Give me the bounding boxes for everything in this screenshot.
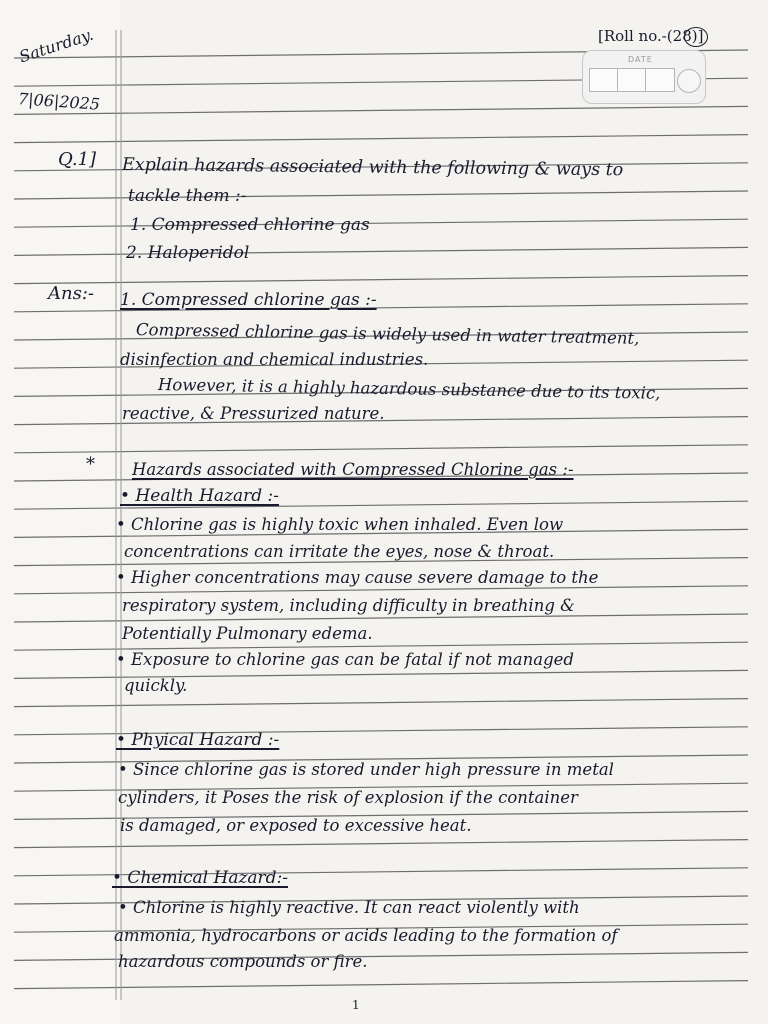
health-line-7: quickly. [124,676,188,695]
physical-line-3: is damaged, or exposed to excessive heat. [120,816,472,835]
question-number: Q.1] [58,149,97,170]
star-bullet: * [86,454,95,475]
date-box-month [617,68,647,92]
roll-number-circle [684,27,708,47]
ruled-line [14,699,748,707]
physical-line-1: • Since chlorine gas is stored under high pressure in metal [118,760,614,779]
question-line-1: Explain hazards associated with the following & ways to [121,155,624,181]
intro-line-2: disinfection and chemical industries. [120,350,429,369]
date-box-year [645,68,675,92]
date-text: 7|06|2025 [17,89,101,114]
chemical-line-2: ammonia, hydrocarbons or acids leading to the formation of [114,926,618,945]
roll-number: [Roll no.-(28)] [598,27,704,45]
health-line-6: • Exposure to chlorine gas can be fatal if not managed [116,650,574,669]
stamp-circle [677,69,701,93]
ruled-line [14,247,748,255]
physical-line-2: cylinders, it Poses the risk of explosion if the container [118,788,578,807]
ruled-line [14,445,748,453]
health-line-2: concentrations can irritate the eyes, nose & throat. [124,542,555,561]
health-line-5: Potentially Pulmonary edema. [122,624,373,643]
ruled-line [14,191,748,199]
health-line-3: • Higher concentrations may cause severe damage to the [116,568,599,587]
question-item-2: 2. Haloperidol [126,243,250,263]
day-text: Saturday. [16,24,96,67]
date-stamp-label: DATE [628,55,653,64]
date-stamp [582,50,706,104]
intro-line-1: Compressed chlorine gas is widely used in water treatment, [135,320,640,348]
physical-hazard-title: • Phyical Hazard :- [116,730,280,750]
answer-heading: 1. Compressed chlorine gas :- [120,290,377,310]
hazards-title: Hazards associated with Compressed Chlorine gas :- [132,460,574,479]
chemical-hazard-title: • Chemical Hazard:- [112,868,289,888]
health-line-4: respiratory system, including difficulty in breathing & [122,596,575,615]
ruled-line [14,981,748,989]
health-hazard-title: • Health Hazard :- [120,486,280,506]
date-box-day [589,68,619,92]
ruled-line [14,219,748,227]
question-line-2: tackle them :- [128,186,247,206]
ruled-line [14,106,748,114]
health-line-1: • Chlorine gas is highly toxic when inhaled. Even low [116,515,564,534]
answer-label: Ans:- [48,283,94,304]
ruled-line [14,135,748,143]
chemical-line-3: hazardous compounds or fire. [118,952,368,971]
question-item-1: 1. Compressed chlorine gas [130,215,370,235]
intro-line-4: reactive, & Pressurized nature. [122,404,385,423]
chemical-line-1: • Chlorine is highly reactive. It can react violently with [118,898,580,917]
ruled-line [14,840,748,848]
intro-line-3: However, it is a highly hazardous substance due to its toxic, [157,375,661,403]
page-number: 1 [352,998,360,1012]
ruled-line [14,276,748,284]
